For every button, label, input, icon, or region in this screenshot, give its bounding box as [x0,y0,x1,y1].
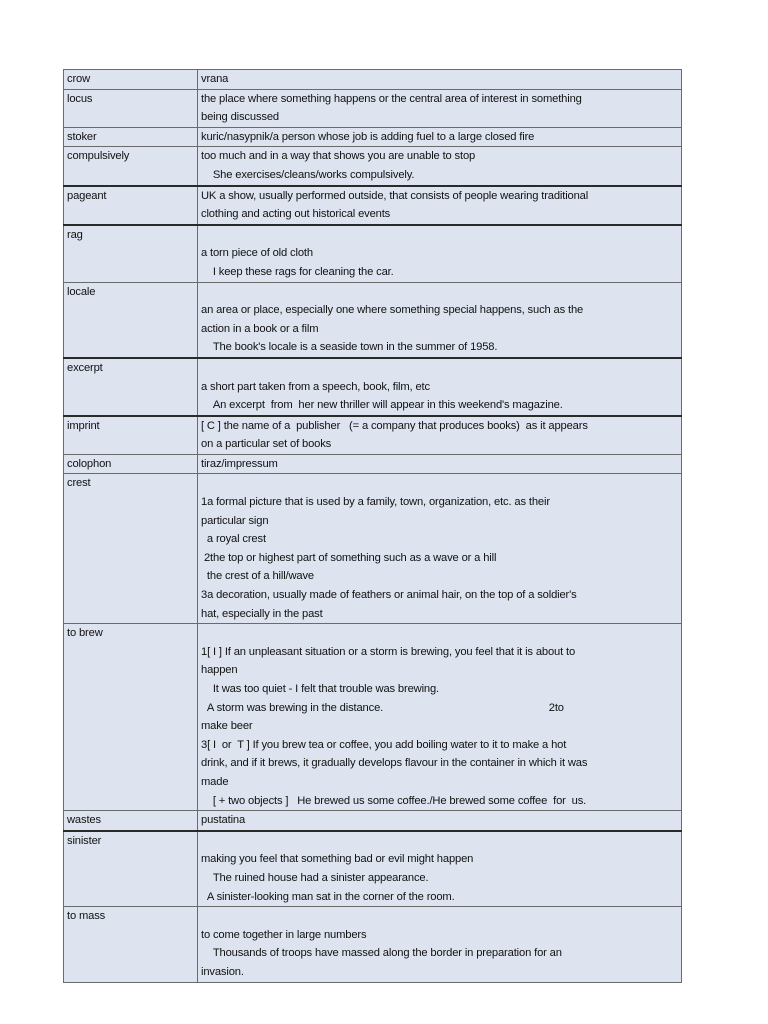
definition-line: a torn piece of old cloth [201,247,313,260]
term-text: crow [67,73,91,85]
term-text: to mass [67,910,106,923]
term-text: rag [67,228,83,241]
definition-cell [198,89,682,127]
definition-line: tiraz/impressum [201,457,278,470]
definition-cell [198,186,682,225]
definition-line: 3[ I or T ] If you brew tea or coffee, you add boiling water to it to make a hot [201,738,567,751]
term-text: stoker [67,130,97,143]
table-row [64,811,682,831]
definition-line: drink, and if it brews, it gradually develops flavour in the container in which it was [201,757,588,770]
term-cell [64,624,198,811]
term-cell [64,147,198,186]
definition-line: An excerpt from her new thriller will appear in this weekend's magazine. [201,399,563,412]
term-cell [64,454,198,474]
definition-cell [198,147,682,186]
definition-line: particular sign [201,514,269,527]
term-cell [64,225,198,282]
definition-line: happen [201,664,238,677]
term-cell [64,907,198,982]
table-row [64,416,682,455]
term-text: pageant [67,189,107,202]
definition-cell [198,416,682,455]
definition-line: It was too quiet - I felt that trouble was brewing. [201,683,440,695]
definition-line: making you feel that something bad or evil might happen [201,853,474,866]
definition-line [201,907,678,926]
definition-cell [198,358,682,416]
definition-line [201,359,678,378]
term-cell [64,89,198,127]
term-text: locus [67,92,93,105]
term-cell [64,127,198,147]
definition-line: the place where something happens or the central area of interest in something [201,92,582,105]
definition-cell [198,907,682,982]
definition-line: on a particular set of books [201,438,332,451]
table-row [64,147,682,186]
definition-line: being discussed [201,111,279,124]
term-text: imprint [67,419,100,432]
term-cell [64,282,198,358]
definition-cell [198,225,682,282]
term-text: crest [67,477,91,490]
definition-line: 3a decoration, usually made of feathers or animal hair, on the top of a soldier's [201,589,577,602]
term-text: compulsively [67,150,130,163]
definition-line: too much and in a way that shows you are unable to stop [201,150,476,163]
definition-line: make beer [201,720,253,733]
definition-line: clothing and acting out historical events [201,208,391,221]
definition-line: [ C ] the name of a publisher (= a company that produces books) as it appears [201,419,588,432]
table-row [64,70,682,90]
definition-cell [198,70,682,90]
term-text: sinister [67,834,102,847]
definition-cell [198,127,682,147]
definition-cell [198,454,682,474]
definition-line: A storm was brewing in the distance. 2to [201,701,564,714]
table-row [64,474,682,624]
definition-line: the crest of a hill/wave [201,570,315,583]
definition-line: I keep these rags for cleaning the car. [201,265,394,278]
definition-line: pustatina [201,814,246,827]
definition-line: kuric/nasypnik/a person whose job is adding fuel to a large closed fire [201,130,535,143]
definition-line [201,832,678,851]
vocabulary-table [63,69,682,983]
definition-line: made [201,775,229,788]
definition-line [201,474,678,493]
definition-line: hat, especially in the past [201,607,323,620]
definition-line: invasion. [201,965,244,978]
table-row [64,127,682,147]
table-row [64,831,682,907]
definition-line: 1[ I ] If an unpleasant situation or a storm is brewing, you feel that it is about to [201,645,576,658]
definition-line [201,226,678,245]
definition-line: She exercises/cleans/works compulsively. [201,168,415,181]
term-cell [64,811,198,831]
term-cell [64,416,198,455]
table-row [64,907,682,982]
term-cell [64,186,198,225]
term-cell [64,70,198,90]
table-row [64,186,682,225]
definition-cell [198,474,682,624]
term-text: to brew [67,627,103,640]
definition-line [201,624,678,643]
table-row [64,454,682,474]
definition-line: A sinister-looking man sat in the corner of the room. [201,890,455,903]
table-row [64,225,682,282]
term-cell [64,474,198,624]
definition-line: a royal crest [201,533,266,546]
definition-line: to come together in large numbers [201,928,367,941]
term-cell [64,358,198,416]
table-row [64,624,682,811]
vocabulary-rows [64,70,682,983]
definition-cell [198,811,682,831]
term-text: wastes [67,814,101,827]
definition-line: The ruined house had a sinister appearance. [201,871,429,884]
term-text: locale [67,285,96,298]
definition-line: UK a show, usually performed outside, that consists of people wearing traditional [201,189,589,202]
definition-line: Thousands of troops have massed along the border in preparation for an [201,947,562,960]
definition-cell [198,282,682,358]
term-text: excerpt [67,361,103,374]
definition-cell [198,831,682,907]
definition-line: The book's locale is a seaside town in the summer of 1958. [201,341,498,354]
definition-cell [198,624,682,811]
table-row [64,358,682,416]
definition-line: vrana [201,73,229,85]
definition-line: [ + two objects ] He brewed us some coffee./He brewed some coffee for us. [201,794,587,807]
table-row [64,282,682,358]
table-row [64,89,682,127]
definition-line: an area or place, especially one where something special happens, such as the [201,304,584,317]
definition-line: 2the top or highest part of something such as a wave or a hill [201,551,497,564]
term-cell [64,831,198,907]
definition-line: action in a book or a film [201,322,319,335]
definition-line: a short part taken from a speech, book, film, etc [201,380,430,393]
term-text: colophon [67,457,112,470]
definition-line: 1a formal picture that is used by a family, town, organization, etc. as their [201,496,550,509]
definition-line [201,283,678,302]
